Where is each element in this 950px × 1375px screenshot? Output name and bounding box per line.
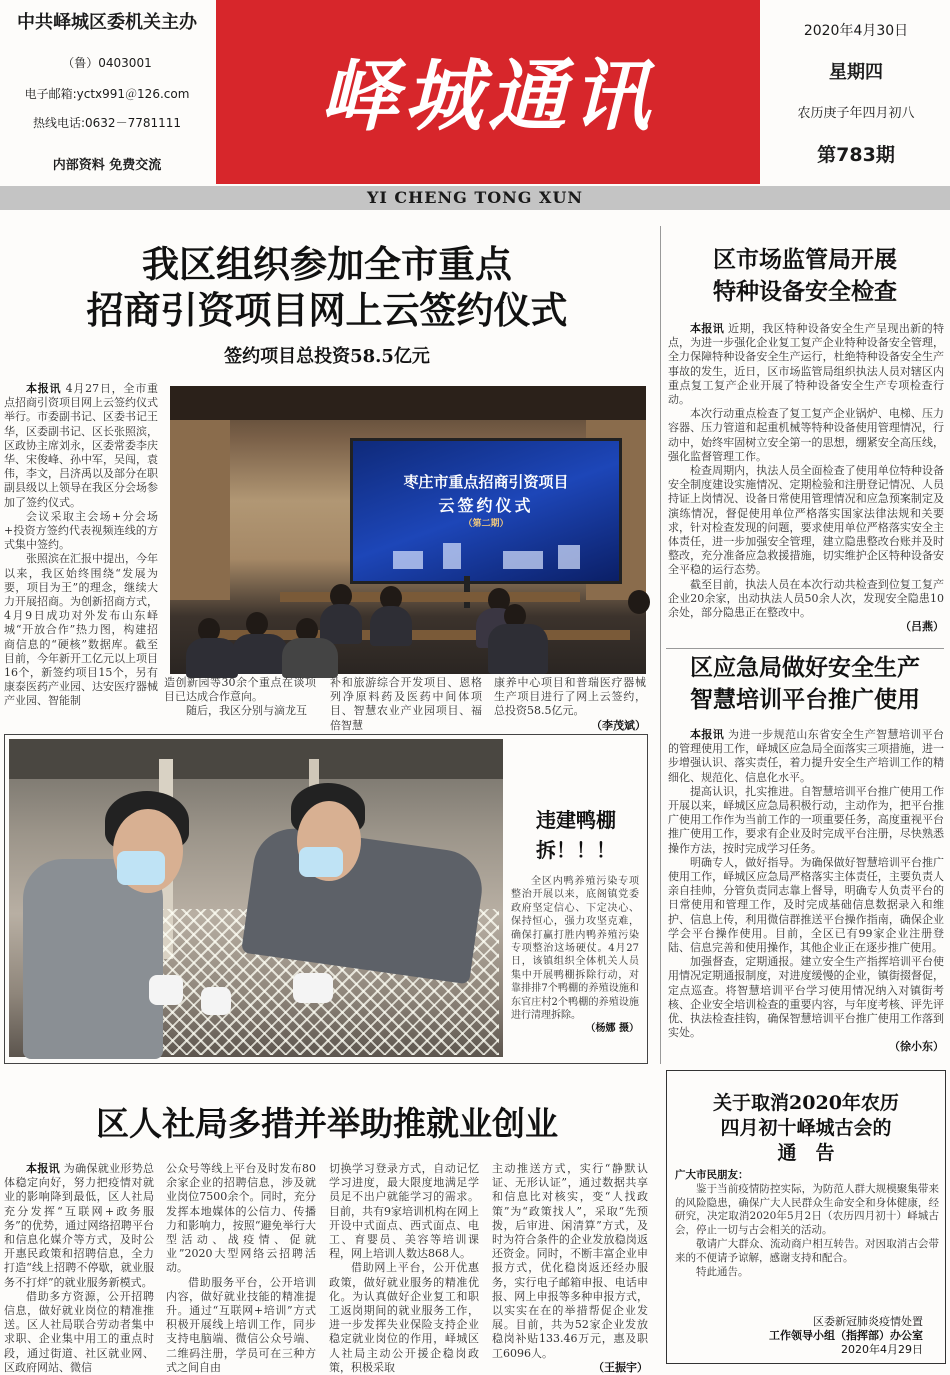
registration-number: （鲁）0403001 [62, 56, 152, 70]
worker-left-mask [117, 851, 165, 885]
notice-body: 广大市民朋友： 鉴于当前疫情防控实际，为防范人群大规模聚集带来的风险隐患，确保广大人民群众生命安全和身体健康，经研究，决定取消2020年5月2日（农历四月初十）峄城古会，停止一切与古会相关的活动。 敬请广大群众、流动商户相互转告。对因取消古会带来的不便请予谅解，感谢支持和配合。 特此通告。 [675, 1169, 939, 1278]
photo-news-caption: 全区内鸭养殖污染专项整治开展以来，底阁镇党委政府坚定信心、下定决心、保持恒心，强力攻坚克难，确保打赢打胜内鸭养殖污染专项整治这场硬仗。4月27日，该镇组织全体机关人员集中开展鸭棚拆除行动，对靠排排7个鸭棚的养殖设施和东官庄村2个鸭棚的养殖设施进行清理拆除。 （杨娜 摄） [511, 876, 639, 1035]
notice-issue-date: 2020年4月29日 [841, 1343, 923, 1356]
notice-title: 关于取消2020年农历 四月初十峄城古会的 通 告 [713, 1092, 899, 1164]
emergency-bureau-signature: （徐小东） [889, 1040, 944, 1054]
employment-column-2: 公众号等线上平台及时发布80余家企业的招聘信息，涉及就业岗位7500余个。同时，充分发挥本地媒体的公信力、传播力和影响力，按照“避免举行大型活动、战疫情、促就业”2020大型网络云招聘活动。 借助服务平台，公开培训内容，做好就业技能的精准提升。通过“互联网+培训”方式积极开展线上培训工作，同步支持电脑端、微信公众号端、二维码注册，学员可在三种方式之间自由 [166, 1162, 316, 1374]
employment-headline: 区人社局多措并举助推就业创业 [96, 1104, 558, 1143]
worker-left-glove [149, 975, 183, 1005]
worker-right-glove [293, 973, 333, 1003]
wall-panel [170, 420, 230, 600]
lead-column-1: 本报讯 4月27日，全市重点招商引资项目网上云签约仪式举行。市委副书记、区委书记王华，区委副书记、区长张照滨，区政协主席刘永，区委常委李庆华、宋俊峰、孙中军，吴闯，袁伟，李文，吕济禹以及部分在职副县级以上领导在我区分会场参加了签约仪式。 会议采取主会场+分会场+投资方签约代表视频连线的方式集中签约。 张照滨在汇报中提出，今年以来，我区始终围绕“发展为要，项目为王”的理念，继续大力开展招商。为创新招商方式，4月9日成功对外发布山东峄城“开放合作”热力图，构建招商信息的“硬核”数据库。截至目前，今年新开工亿元以上项目16个，新签约项目15个，另有康泰医药产业园、达安医疗器械产业园、智能制 [4, 382, 159, 708]
issue-date: 2020年4月30日 [803, 23, 909, 39]
market-supervision-body: 本报讯 近期，我区特种设备安全生产呈现出新的特点，为进一步强化企业复工复产企业特种设备安全管理，全力保障特种设备安全生产运行，杜绝特种设备安全生产事故的发生，近日，区市场监管局组织执法人员对辖区内重点复工复产企业开展了特种设备安全生产专项检查行动。 本次行动重点检查了复工复产企业锅炉、电梯、压力容器、压力管道和起重机械等特种设备使用管理情况，行动中，始终牢固树立安全第一的思想，绷紧安全高压线，强化监督管理工作。 检查周期内，执法人员全面检查了使用单位特种设备安全制度建设实施情况、定期检验和注册登记情况、人员持证上岗情况、设备日常使用管理情况和应急预案制定及演练情况，督促使用单位严格落实国家法律法规和关要求，针对检查发现的问题，要求使用单位严格落实安全主体责任，进一步加强安全管理，建立隐患整改台账并及时整改，充分准备应急救援措施，切实维护企区特种设备安全平稳的运行态势。 截至目前，执法人员在本次行动共检查到位复工复产企业20余家，出动执法人员50余人次，发现安全隐患10余处，部分隐患正在整改中。 （吕燕） [668, 322, 945, 634]
photo-news-headline: 违建鸭棚 拆！！！ [536, 808, 616, 862]
masthead-right [762, 0, 950, 184]
attendee-body [370, 606, 412, 646]
attendee-body [232, 634, 288, 674]
duck-shed-photo-news [4, 734, 648, 1064]
lead-subtitle: 签约项目总投资58.5亿元 [224, 346, 430, 367]
section-rule [666, 648, 944, 649]
worker-right-glove [201, 987, 231, 1015]
duck-shed-demolition-photo [9, 739, 503, 1057]
photo-news-signature: （杨娜 摄） [585, 1023, 639, 1035]
pinyin-bar [0, 186, 950, 210]
organizer: 中共峄城区委机关主办 [17, 12, 197, 33]
internal-note: 内部资料 免费交流 [52, 158, 162, 173]
skyline-building [393, 551, 423, 569]
emergency-bureau-body: 本报讯 为进一步规范山东省安全生产智慧培训平台的管理使用工作，峄城区应急局全面落实三项措施，进一步增强认识、落实责任，着力提升安全生产培训工作的精细化、规范化、信息化水平。 提高认识，扎实推进。自智慧培训平台推广使用工作开展以来，峄城区应急局积极行动，主动作为，把平台推广使用工作作为当前工作的一项重要任务，高度重视平台推广使用工作，要求有企业及时完成平台注册，尽快熟悉操作方法，按时完成学习任务。 明确专人，做好指导。为确保做好智慧培训平台推广使用工作，峄城区应急局严格落实主体责任，主要负责人亲自挂帅，分管负责同志靠上督导，明确专人负责平台的日常使用和管理工作，及时完成基础信息数据录入和维护、信息上传，利用微信群推送平台操作指南，确保企业学会平台操作使用。目前，全区已有99家企业注册登陆、信息完善和使用操作，其他企业正在逐步推广使用。 加强督查，定期通报。建立安全生产指挥培训平台使用情况定期通报制度，对进度缓慢的企业，镇街掇督促，定点巡查。将智慧培训平台学习使用情况纳入对镇街考核、企业安全培训检查的重要内容，与年度考核、评先评优、执法检查挂钩，确保智慧培训平台推广使用工作落到实处。 （徐小东） [668, 728, 945, 1054]
attendee-body [282, 638, 338, 678]
weekday: 星期四 [829, 62, 883, 83]
attendee-body [320, 604, 362, 644]
notice-salutation: 广大市民朋友： [675, 1169, 749, 1181]
skyline-building [558, 545, 580, 569]
email: 电子邮箱:yctx991＠126.com [24, 87, 190, 101]
lead-column-2: 造创新园等30余个重点在谈项目已达成合作意向。 随后，我区分别与滴龙互 [164, 676, 316, 718]
desk-row [280, 592, 580, 602]
employment-column-4: 主动推送方式，实行“静默认证、无形认证”，通过数据共享和信息比对核实，变“人找政策”为“政策找人”，采取“先预拨，后审进、闲清算”方式，及时为符合条件的企业发放稳岗返还资金。同时，不断丰富企业申报方式，优化稳岗返还经办服务，实行电子邮箱申报、电话申报、网上申报等多种申报方式，以实实在在的举措帮促企业发展。目前，共为52家企业发放稳岗补贴133.46万元，惠及职工6096人。 （王振宇） [492, 1162, 648, 1374]
attendee-body [488, 624, 548, 674]
newspaper-title: 峄城通讯 [319, 51, 656, 142]
issue-number: 第783期 [817, 144, 895, 166]
hotline: 热线电话:0632－7781111 [32, 116, 182, 130]
signing-ceremony-photo [170, 386, 646, 674]
employment-column-3: 切换学习登录方式，自动记忆学习进度，最大限度地满足学员足不出户就能学习的需求。目前，共有9家培训机构在网上开设中式面点、西式面点、电工、育婴员、美容等培训课程，网上培训人数达868人。 借助网上平台，公开优惠政策，做好就业服务的精准优化。为认真做好企业复工和职工返岗期间的就业服务工作，进一步发挥失业保险支持企业稳定就业岗位的作用，峄城区人社局主动公开援企稳岗政策，积极采取 [329, 1162, 479, 1374]
column-divider [660, 226, 661, 1064]
employment-column-1: 本报讯 为确保就业形势总体稳定向好，努力把疫情对就业的影响降到最低，区人社局充分发挥“互联网+政务服务”的优势，通过网络招聘平台和信息化媒介等方式，及时公开惠民政策和招聘信息，全力打造“线上招聘不停歇，就业服务不打烊”的就业服务新模式。 借助多方资源，公开招聘信息，做好就业岗位的精准推送。区人社局联合劳动者集中求职、企业集中用工的重点时段，通过街道、社区就业网、区政府网站、微信 [4, 1162, 155, 1374]
market-supervision-headline: 区市场监管局开展 特种设备安全检查 [713, 247, 897, 305]
lunar-date: 农历庚子年四月初八 [797, 106, 915, 121]
employment-signature: （王振宇） [593, 1360, 648, 1374]
ceiling [170, 386, 646, 420]
notice-issuer: 区委新冠肺炎疫情处置 工作领导小组（指挥部）办公室 2020年4月29日 [683, 1315, 923, 1357]
pinyin-title: YI CHENG TONG XUN [366, 188, 584, 207]
skyline-building [503, 551, 543, 569]
attendee-body [186, 638, 238, 678]
emergency-bureau-headline: 区应急局做好安全生产 智慧培训平台推广使用 [690, 655, 920, 713]
worker-right-mask [299, 847, 343, 877]
shed-roof [9, 739, 503, 779]
attendee [246, 612, 268, 636]
market-supervision-signature: （吕燕） [900, 620, 944, 634]
lead-column-4: 康养中心项目和普瑞医疗器械生产项目进行了网上云签约，总投资58.5亿元。 （李茂斌） [494, 676, 646, 732]
lead-signature: （李茂斌） [591, 718, 646, 732]
attendee [628, 590, 650, 614]
masthead-banner [216, 0, 760, 184]
lead-headline: 我区组织参加全市重点 招商引资项目网上云签约仪式 [86, 243, 568, 332]
masthead-left [0, 0, 214, 184]
projection-screen: 枣庄市重点招商引资项目 云签约仪式 （第二期） [350, 438, 622, 584]
notice-box [666, 1070, 946, 1364]
lead-column-3: 补和旅游综合开发项目、恩格列净原料药及医药中间体项目、智慧农业产业园项目、福倍智慧 [330, 676, 482, 732]
skyline-building [443, 543, 461, 569]
